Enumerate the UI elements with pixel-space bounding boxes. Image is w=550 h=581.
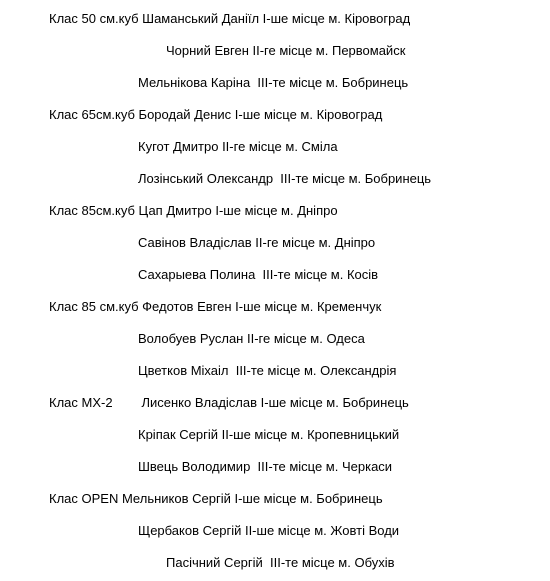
class-65cc-third-place: Лозінський Олександр ІІІ-те місце м. Бобринець: [138, 171, 432, 186]
class-85cc-b-third-place: Цветков Міхаіл ІІІ-те місце м. Олександрія: [138, 363, 397, 378]
class-85cc-b-second-place: Волобуев Руслан ІІ-ге місце м. Одеса: [138, 331, 365, 346]
class-50cc-second-place: Чорний Евген ІІ-ге місце м. Первомайск: [166, 43, 406, 58]
class-open-first-place: Клас OPEN Мельников Сергій І-ше місце м. Бобринець: [49, 491, 383, 506]
class-65cc-first-place: Клас 65см.куб Бородай Денис І-ше місце м. Кіровоград: [49, 107, 383, 122]
class-mx2-first-place: Клас МХ-2 Лисенко Владіслав І-ше місце м. Бобринець: [49, 395, 409, 410]
class-mx2-third-place: Швець Володимир ІІІ-те місце м. Черкаси: [138, 459, 393, 474]
class-65cc-second-place: Кугот Дмитро ІІ-ге місце м. Сміла: [138, 139, 338, 154]
class-85cc-a-second-place: Савінов Владіслав ІІ-ге місце м. Дніпро: [138, 235, 376, 250]
class-open-second-place: Щербаков Сергій ІІ-ше місце м. Жовті Води: [138, 523, 400, 538]
class-mx2-second-place: Кріпак Сергій ІІ-ше місце м. Кропевницький: [138, 427, 400, 442]
class-85cc-b-first-place: Клас 85 см.куб Федотов Евген І-ше місце м. Кременчук: [49, 299, 382, 314]
class-50cc-third-place: Мельнікова Каріна ІІІ-те місце м. Бобринець: [138, 75, 409, 90]
class-open-third-place: Пасічний Сергій ІІІ-те місце м. Обухів: [166, 555, 395, 570]
class-85cc-a-first-place: Клас 85см.куб Цап Дмитро І-ше місце м. Дніпро: [49, 203, 338, 218]
class-85cc-a-third-place: Сахарыева Полина ІІІ-те місце м. Косів: [138, 267, 379, 282]
class-50cc-first-place: Клас 50 см.куб Шаманський Даніїл І-ше місце м. Кіровоград: [49, 11, 411, 26]
